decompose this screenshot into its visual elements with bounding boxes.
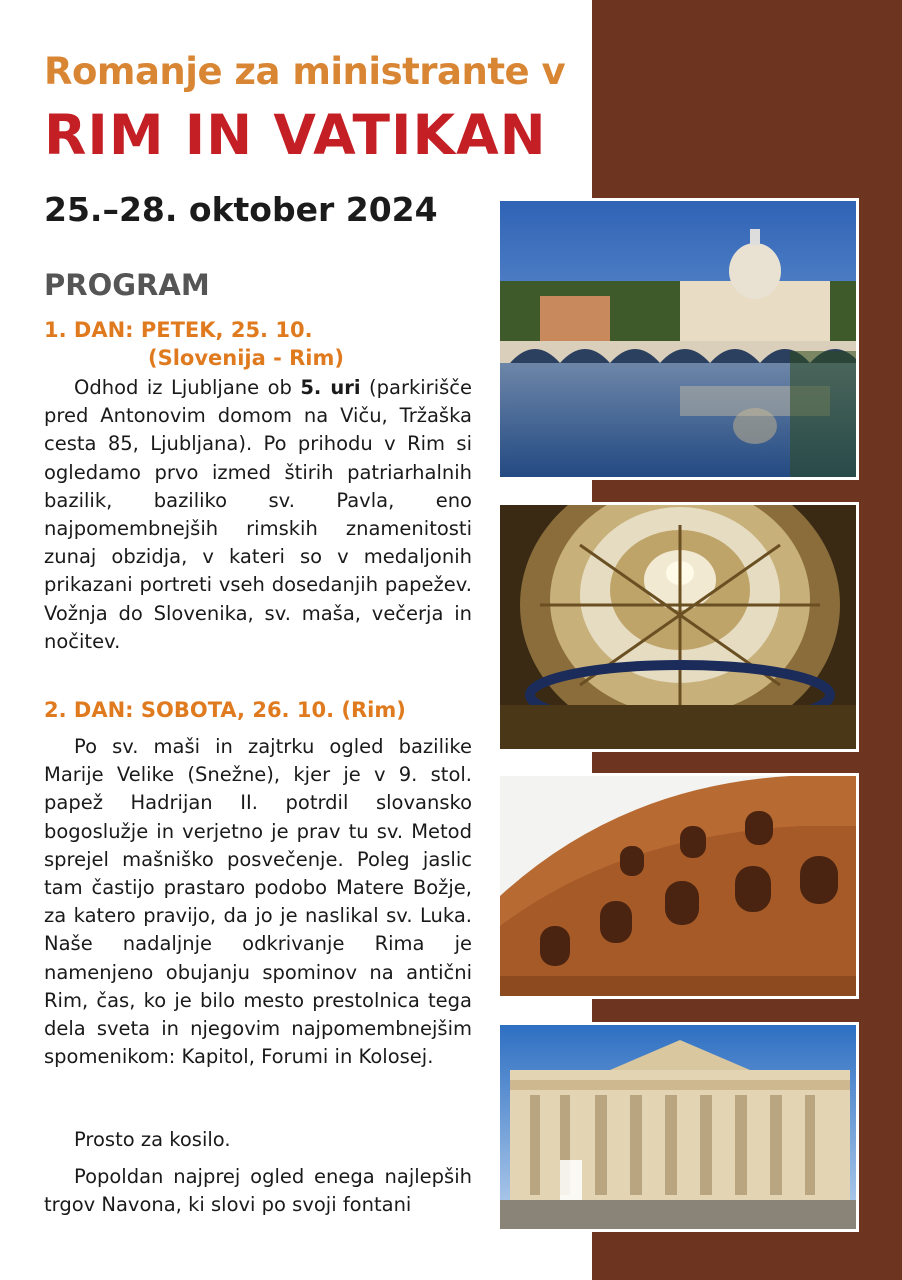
photo-st-peters-facade: [497, 1022, 859, 1232]
day2-heading: 2. DAN: SOBOTA, 26. 10. (Rim): [44, 698, 406, 722]
header-dates: 25.–28. oktober 2024: [44, 190, 438, 229]
day1-heading: 1. DAN: PETEK, 25. 10.: [44, 318, 313, 342]
photo-tiber-st-peters: [497, 198, 859, 480]
photo-dome-interior: [497, 502, 859, 752]
day2-paragraph-2: Prosto za kosilo.: [74, 1128, 231, 1151]
day1-text: Odhod iz Ljubljane ob 5. uri (parkirišče pred Antonovim domom na Viču, Tržaška cesta 85, Ljubljana). Po prihodu v Rim si ogledamo prvo izmed štirih patriarhalnih bazilik, baziliko sv. Pavla, eno najpomembnejših rimskih znamenitosti zunaj obzidja, v kateri so v medaljonih prikazani portreti vseh dosedanjih papežev. Vožnja do Slovenika, sv. maša, večerja in nočitev.: [44, 376, 472, 653]
program-heading: PROGRAM: [44, 268, 210, 302]
day1-subheading: (Slovenija - Rim): [148, 346, 344, 370]
header-title: RIM IN VATIKAN: [44, 103, 547, 167]
header-subtitle: Romanje za ministrante v: [44, 50, 566, 93]
photo-colosseum: [497, 773, 859, 999]
day2-paragraph-1: Po sv. maši in zajtrku ogled bazilike Marije Velike (Snežne), kjer je v 9. stol. papež Hadrijan II. potrdil slovansko bogoslužje in verjetno je prav tu sv. Metod sprejel mašniško posvečenje. Poleg jaslic tam častijo prastaro podobo Matere Božje, za katero pravijo, da jo je naslikal sv. Luka. Naše nadaljnje odkrivanje Rima je namenjeno obujanju spominov na antični Rim, čas, ko je bilo mesto prestolnica tega dela sveta in njegovim najpomembnejšim spomenikom: Kapitol, Forumi in Kolosej.: [44, 735, 472, 1069]
day2-paragraph-3: Popoldan najprej ogled enega najlepših trgov Navona, ki slovi po svoji fontani: [44, 1165, 472, 1217]
